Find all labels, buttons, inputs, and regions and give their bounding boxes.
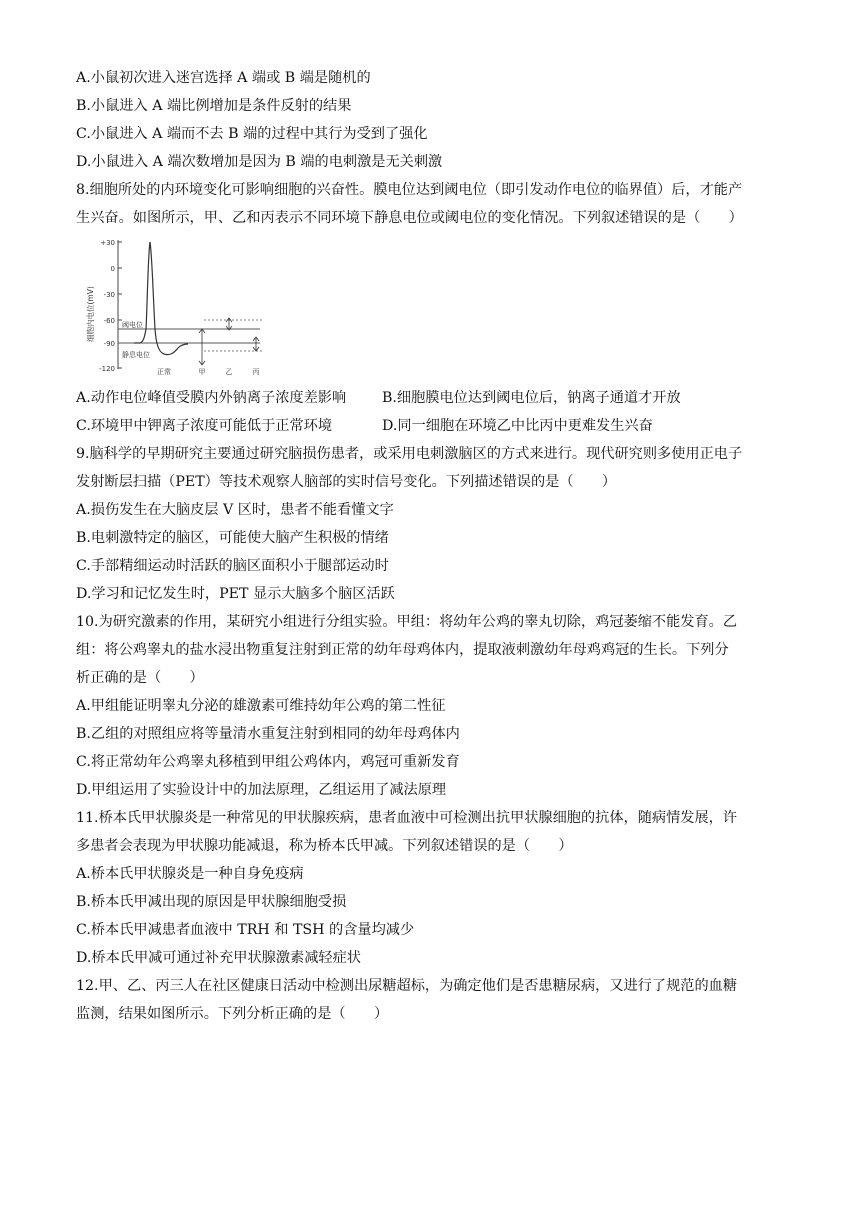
q9-option-c: C.手部精细运动时活跃的脑区面积小于腿部运动时 <box>76 558 389 574</box>
q9-option-a: A.损伤发生在大脑皮层 V 区时，患者不能看懂文字 <box>76 502 394 518</box>
q8-option-b: B.细胞膜电位达到阈电位后，钠离子通道才开放 <box>382 390 681 406</box>
y-tick-minus30: -30 <box>103 291 115 299</box>
q8-stem-line-1: 8.细胞所处的内环境变化可影响细胞的兴奋性。膜电位达到阈电位（即引发动作电位的临界值）后，才能产 <box>76 182 743 198</box>
q11-stem-line-1: 11.桥本氏甲状腺炎是一种常见的甲状腺疾病，患者血液中可检测出抗甲状腺细胞的抗体，随病情发展，许 <box>76 810 738 826</box>
q7-option-a: A.小鼠初次进入迷宫选择 A 端或 B 端是随机的 <box>76 70 371 86</box>
q8-option-a: A.动作电位峰值受膜内外钠离子浓度差影响 <box>76 390 347 406</box>
q8-stem-line-2: 生兴奋。如图所示，甲、乙和丙表示不同环境下静息电位或阈电位的变化情况。下列叙述错误的是（ ） <box>76 210 743 226</box>
membrane-potential-graph <box>84 234 274 380</box>
q10-option-a: A.甲组能证明睾丸分泌的雄激素可维持幼年公鸡的第二性征 <box>76 698 446 714</box>
q8-option-d: D.同一细胞在环境乙中比丙中更难发生兴奋 <box>382 418 653 434</box>
y-tick-minus60: -60 <box>103 317 115 325</box>
y-tick-0: 0 <box>110 265 115 273</box>
x-label-bing: 丙 <box>252 368 260 376</box>
q9-option-b: B.电刺激特定的脑区，可能使大脑产生积极的情绪 <box>76 530 389 546</box>
q9-stem-line-1: 9.脑科学的早期研究主要通过研究脑损伤患者，或采用电刺激脑区的方式来进行。现代研究则多使用正电子 <box>76 446 743 462</box>
q11-option-a: A.桥本氏甲状腺炎是一种自身免疫病 <box>76 866 304 882</box>
q12-stem-line-1: 12.甲、乙、丙三人在社区健康日活动中检测出尿糖超标，为确定他们是否患糖尿病，又进行了规范的血糖 <box>76 978 738 994</box>
figure-y-axis-label: 细胞内电位(mV) <box>86 286 95 342</box>
y-tick-minus120: -120 <box>99 365 115 373</box>
q11-option-c: C.桥本氏甲减患者血液中 TRH 和 TSH 的含量均减少 <box>76 922 415 938</box>
q11-option-d: D.桥本氏甲减可通过补充甲状腺激素减轻症状 <box>76 950 361 966</box>
q10-option-d: D.甲组运用了实验设计中的加法原理，乙组运用了减法原理 <box>76 782 447 798</box>
q11-option-b: B.桥本氏甲减出现的原因是甲状腺细胞受损 <box>76 894 347 910</box>
q12-stem-line-2: 监测，结果如图所示。下列分析正确的是（ ） <box>76 1006 389 1022</box>
q7-option-b: B.小鼠进入 A 端比例增加是条件反射的结果 <box>76 98 352 114</box>
threshold-label: 阈电位 <box>122 321 143 329</box>
q10-option-c: C.将正常幼年公鸡睾丸移植到甲组公鸡体内，鸡冠可重新发育 <box>76 754 460 770</box>
q7-option-d: D.小鼠进入 A 端次数增加是因为 B 端的电刺激是无关刺激 <box>76 154 443 170</box>
y-tick-plus30: +30 <box>100 239 115 247</box>
y-tick-minus90: -90 <box>103 340 115 348</box>
x-label-yi: 乙 <box>225 368 233 376</box>
q8-option-c: C.环境甲中钾离子浓度可能低于正常环境 <box>76 418 333 434</box>
x-label-normal: 正常 <box>157 368 171 376</box>
x-label-jia: 甲 <box>198 368 206 376</box>
q9-stem-line-2: 发射断层扫描（PET）等技术观察人脑部的实时信号变化。下列描述错误的是（ ） <box>76 474 617 490</box>
q7-option-c: C.小鼠进入 A 端而不去 B 端的过程中其行为受到了强化 <box>76 126 428 142</box>
q11-stem-line-2: 多患者会表现为甲状腺功能减退，称为桥本氏甲减。下列叙述错误的是（ ） <box>76 838 573 854</box>
resting-label: 静息电位 <box>122 351 150 359</box>
q10-stem-line-1: 10.为研究激素的作用，某研究小组进行分组实验。甲组：将幼年公鸡的睾丸切除，鸡冠萎缩不能发育。乙 <box>76 614 738 630</box>
membrane-potential-figure <box>84 234 274 380</box>
q9-option-d: D.学习和记忆发生时，PET 显示大脑多个脑区活跃 <box>76 586 395 602</box>
q10-option-b: B.乙组的对照组应将等量清水重复注射到相同的幼年母鸡体内 <box>76 726 460 742</box>
q10-stem-line-3: 析正确的是（ ） <box>76 670 204 686</box>
q10-stem-line-2: 组：将公鸡睾丸的盐水浸出物重复注射到正常的幼年母鸡体内，提取液刺激幼年母鸡鸡冠的生长。下列分 <box>76 642 729 658</box>
